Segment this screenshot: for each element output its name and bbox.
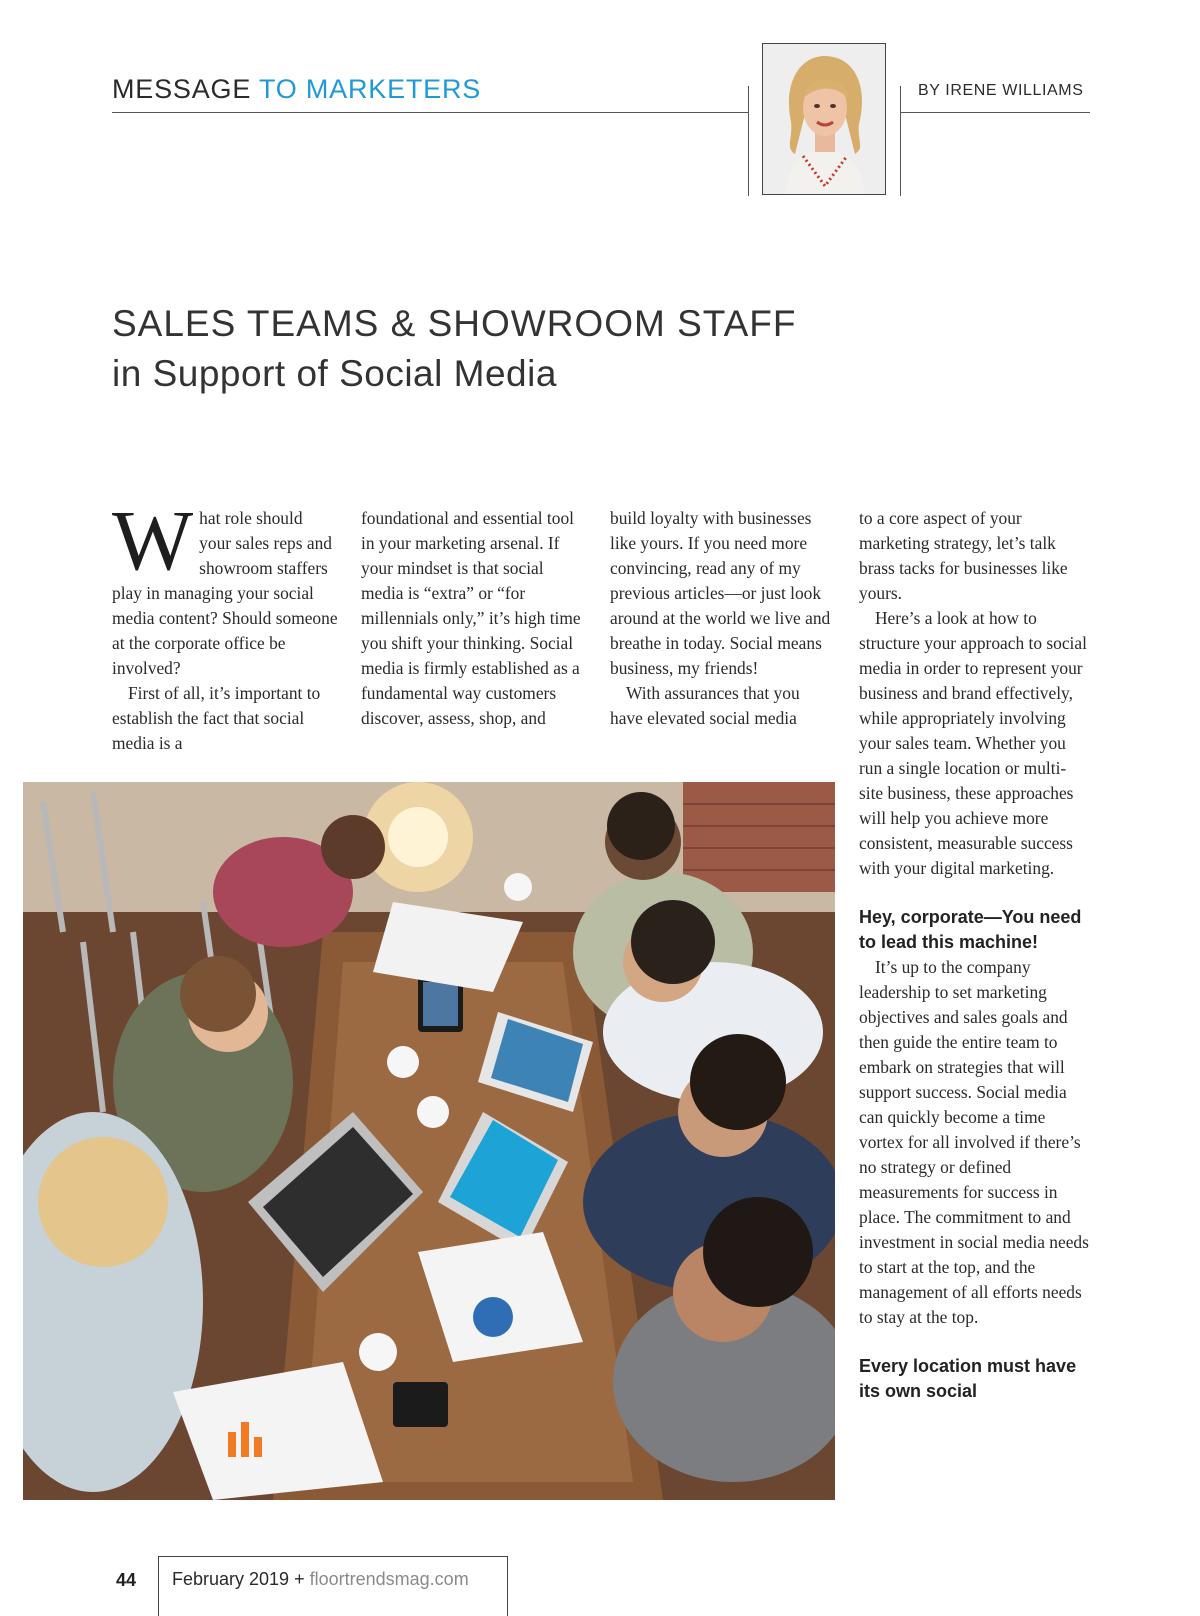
subhead-corporate: Hey, corporate—You need to lead this machine! <box>859 907 1082 952</box>
portrait-frame-line-left <box>748 86 749 196</box>
team-meeting-photo <box>23 782 835 1500</box>
article-headline <box>112 300 797 400</box>
team-meeting-illustration <box>23 782 835 1500</box>
header-rule-right <box>900 112 1090 113</box>
body-column-4 <box>859 506 1089 1404</box>
paragraph: First of all, it’s important to establish the fact that social media is a <box>112 683 321 753</box>
section-label-accent: TO MARKETERS <box>258 74 482 104</box>
portrait-frame-line-right <box>900 86 901 196</box>
paragraph: foundational and essential tool in your marketing arsenal. If your mindset is that social media is “extra” or “for millennials only,” it’s high time you shift your thinking. Social media is firmly established as a fundamental way customers discover, assess, shop, and <box>361 508 581 728</box>
section-label-main: MESSAGE <box>112 74 252 104</box>
author-byline: BY IRENE WILLIAMS <box>918 82 1084 99</box>
headline-line-1: SALES TEAMS & SHOWROOM STAFF <box>112 303 797 344</box>
page-number: 44 <box>116 1570 137 1590</box>
author-portrait-illustration <box>763 44 886 195</box>
paragraph: It’s up to the company leadership to set marketing objectives and sales goals and then guide the entire team to embark on strategies that will support success. Social media can quickly become a time vortex for all involved if there’s no strategy or defined measurements for success in place. The commitment to and investment in social media needs to start at the top, and the management of all efforts needs to stay at the top. <box>859 957 1089 1327</box>
header-rule-left <box>112 112 748 113</box>
section-label <box>112 74 481 105</box>
footer-separator: + <box>294 1569 305 1589</box>
body-column-2 <box>361 506 587 731</box>
website-link[interactable]: floortrendsmag.com <box>309 1569 469 1589</box>
body-column-1 <box>112 492 338 756</box>
issue-date: February 2019 <box>172 1569 290 1589</box>
drop-cap: W <box>112 492 194 588</box>
paragraph: hat role should your sales reps and showroom staffers play in managing your social media content? Should someone at the corporate office be involved? <box>112 508 338 678</box>
paragraph: to a core aspect of your marketing strategy, let’s talk brass tacks for businesses like yours. <box>859 508 1068 603</box>
paragraph: Here’s a look at how to structure your approach to social media in order to represent your business and brand effectively, while appropriately involving your sales team. Whether you run a single location or multi-site business, these approaches will help you achieve more consistent, measurable success with your digital marketing. <box>859 608 1087 878</box>
headline-line-2: in Support of Social Media <box>112 353 557 394</box>
paragraph: With assurances that you have elevated social media <box>610 683 800 728</box>
paragraph: build loyalty with businesses like yours. If you need more convincing, read any of my previous articles—or just look around at the world we live and breathe in today. Social means business, my friends! <box>610 508 831 678</box>
author-portrait <box>762 43 886 195</box>
subhead-location: Every location must have its own social <box>859 1356 1077 1401</box>
body-column-3 <box>610 506 836 731</box>
footer-info <box>172 1569 469 1590</box>
